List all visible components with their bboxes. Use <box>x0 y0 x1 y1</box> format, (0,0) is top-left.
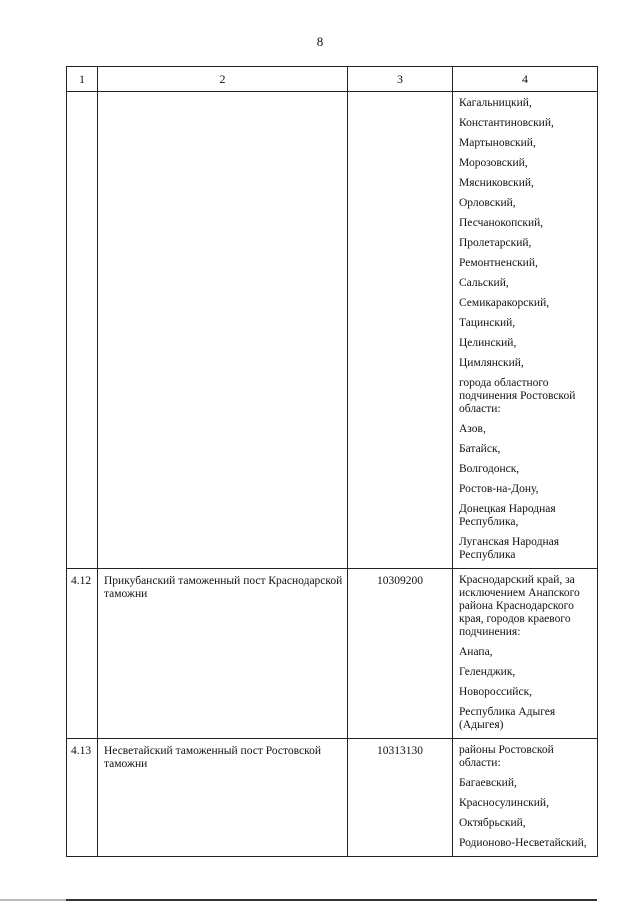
customs-post-code <box>348 92 453 569</box>
page-number: 8 <box>316 34 324 49</box>
customs-post-code: 10309200 <box>348 569 453 739</box>
list-item: Константиновский, <box>459 117 554 129</box>
row-number <box>67 92 98 569</box>
table-row <box>67 739 598 857</box>
page-edge-line <box>0 899 66 901</box>
row-number: 4.13 <box>67 739 98 857</box>
list-item: районы Ростовской области: <box>459 744 554 769</box>
list-item: Родионово-Несветайский, <box>459 837 587 849</box>
column-header: 4 <box>453 67 598 92</box>
list-item: Песчанокопский, <box>459 217 544 229</box>
list-item: Октябрьский, <box>459 817 526 829</box>
jurisdiction-list <box>453 92 598 569</box>
list-item: Азов, <box>459 423 486 435</box>
list-item: Орловский, <box>459 197 516 209</box>
column-header: 1 <box>67 67 98 92</box>
list-item: Луганская Народная Республика <box>459 536 560 561</box>
list-item: Мартыновский, <box>459 137 536 149</box>
customs-table <box>66 66 598 857</box>
column-header: 2 <box>98 67 348 92</box>
list-item: Кагальницкий, <box>459 97 532 109</box>
list-item: города областного подчинения Ростовской области: <box>459 377 576 415</box>
list-item: Сальский, <box>459 277 509 289</box>
list-item: Ростов-на-Дону, <box>459 483 539 495</box>
list-item: Цимлянский, <box>459 357 524 369</box>
customs-post-code: 10313130 <box>348 739 453 857</box>
list-item: Багаевский, <box>459 777 517 789</box>
list-item: Донецкая Народная Республика, <box>459 503 556 528</box>
list-item: Пролетарский, <box>459 237 532 249</box>
list-item: Тацинский, <box>459 317 516 329</box>
header-row <box>67 67 598 92</box>
list-item: Целинский, <box>459 337 517 349</box>
list-item: Волгодонск, <box>459 463 520 475</box>
list-item: Новороссийск, <box>459 686 533 698</box>
table-row <box>67 569 598 739</box>
list-item: Анапа, <box>459 646 493 658</box>
list-item: Красносулинский, <box>459 797 549 809</box>
jurisdiction-list <box>453 739 598 857</box>
list-item: Батайск, <box>459 443 501 455</box>
customs-post-name: Несветайский таможенный пост Ростовской таможни <box>98 739 348 857</box>
page-bottom-line <box>66 899 597 901</box>
customs-post-name <box>98 92 348 569</box>
list-item: Республика Адыгея (Адыгея) <box>459 706 556 731</box>
list-item: Семикаракорский, <box>459 297 550 309</box>
list-item: Ремонтненский, <box>459 257 538 269</box>
column-header: 3 <box>348 67 453 92</box>
list-item: Морозовский, <box>459 157 528 169</box>
list-item: Геленджик, <box>459 666 516 678</box>
row-number: 4.12 <box>67 569 98 739</box>
list-item: Краснодарский край, за исключением Анапского района Краснодарского края, городов краевого подчинения: <box>459 574 580 638</box>
table-row <box>67 92 598 569</box>
list-item: Мясниковский, <box>459 177 534 189</box>
jurisdiction-list <box>453 569 598 739</box>
customs-post-name: Прикубанский таможенный пост Краснодарской таможни <box>98 569 348 739</box>
